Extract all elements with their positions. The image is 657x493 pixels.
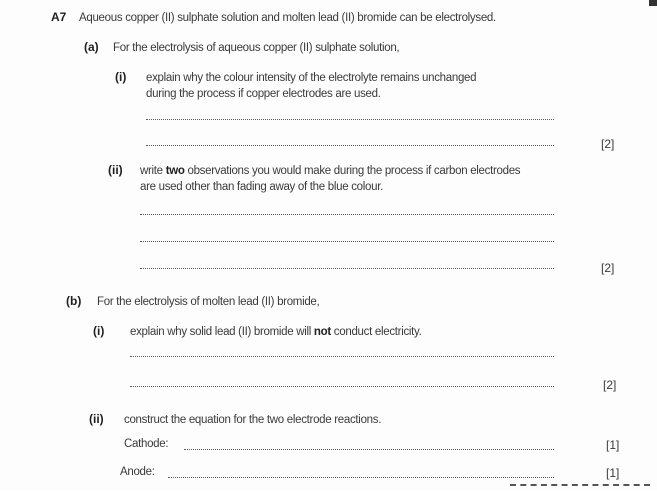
part-a-ii-line1-post: observations you would make during the process if carbon electrodes xyxy=(184,165,521,177)
part-b-i-line1-bold: not xyxy=(313,326,331,338)
part-a-ii-line1 xyxy=(140,164,520,178)
marks-a-ii: [2] xyxy=(601,261,615,275)
part-b-ii-label: (ii) xyxy=(89,412,104,426)
question-number: A7 xyxy=(51,10,67,24)
part-a-text: For the electrolysis of aqueous copper (II) sulphate solution, xyxy=(113,42,400,54)
page-edge-artifact xyxy=(510,484,650,493)
part-b-i-line1-post: conduct electricity. xyxy=(330,326,422,338)
answer-line[interactable] xyxy=(140,268,554,269)
page-corner-mark xyxy=(649,0,657,6)
answer-line[interactable] xyxy=(140,214,554,215)
marks-b-i: [2] xyxy=(603,378,617,392)
part-a-i-line1: explain why the colour intensity of the electrolyte remains unchanged xyxy=(146,72,477,84)
anode-answer-line[interactable] xyxy=(168,477,554,478)
part-a-i-label: (i) xyxy=(115,70,127,84)
part-b-ii-line1: construct the equation for the two electrode reactions. xyxy=(124,414,382,426)
marks-cathode: [1] xyxy=(606,438,620,452)
answer-line[interactable] xyxy=(130,356,554,357)
answer-line[interactable] xyxy=(146,145,554,146)
part-b-label: (b) xyxy=(66,294,82,308)
cathode-label: Cathode: xyxy=(124,438,169,450)
question-intro: Aqueous copper (II) sulphate solution and molten lead (II) bromide can be electrolysed. xyxy=(79,12,496,24)
answer-line[interactable] xyxy=(146,119,554,120)
anode-label: Anode: xyxy=(120,466,155,478)
answer-line[interactable] xyxy=(130,386,554,387)
part-b-text: For the electrolysis of molten lead (II) bromide, xyxy=(97,296,320,308)
part-a-i-line2: during the process if copper electrodes are used. xyxy=(146,88,381,100)
part-b-i-line1 xyxy=(130,325,422,339)
part-b-i-line1-pre: explain why solid lead (II) bromide will xyxy=(130,326,314,338)
part-b-i-label: (i) xyxy=(93,324,105,338)
part-a-ii-label: (ii) xyxy=(108,163,123,177)
answer-line[interactable] xyxy=(140,241,554,242)
marks-anode: [1] xyxy=(606,466,620,480)
marks-a-i: [2] xyxy=(601,137,615,151)
part-a-ii-line2: are used other than fading away of the blue colour. xyxy=(140,181,383,193)
cathode-answer-line[interactable] xyxy=(184,449,554,450)
part-a-label: (a) xyxy=(84,40,99,54)
part-a-ii-line1-bold: two xyxy=(165,165,185,177)
part-a-ii-line1-pre: write xyxy=(140,165,166,177)
